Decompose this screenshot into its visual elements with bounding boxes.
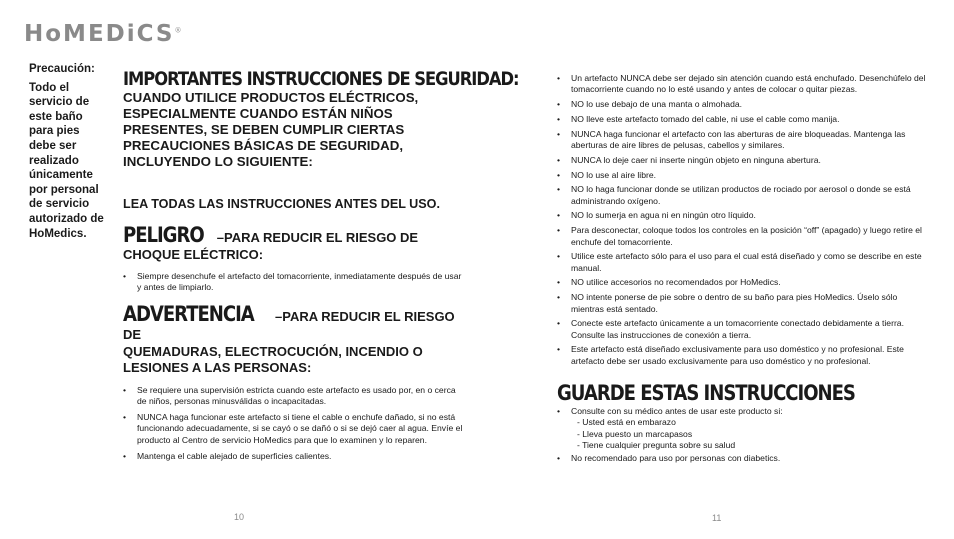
page-number-left: 10: [234, 512, 245, 522]
list-item: • No recomendado para uso por personas con diabetics.: [557, 453, 929, 464]
save-instructions-title: GUARDE ESTAS INSTRUCCIONES: [557, 381, 855, 405]
list-item: • Conecte este artefacto únicamente a un tomacorriente conectado debidamente a tierra. Consulte las instrucciones de conexión a tierra.: [557, 318, 929, 341]
safety-title: IMPORTANTES INSTRUCCIONES DE SEGURIDAD:: [123, 68, 519, 90]
warning-inline: –PARA REDUCIR EL RIESGO DE: [123, 309, 455, 342]
consult-text: • Consulte con su médico antes de usar este producto si:: [571, 406, 783, 416]
danger-inline: –PARA REDUCIR EL RIESGO DE: [216, 230, 419, 245]
safety-instructions-header: [123, 68, 519, 170]
warning-title: ADVERTENCIA: [123, 302, 254, 326]
list-item: • Este artefacto está diseñado exclusivamente para uso doméstico y no profesional. Este artefacto debe ser usado exclusivamente para uso doméstico y no profesional.: [557, 344, 929, 367]
list-item: • NUNCA haga funcionar este artefacto si tiene el cable o enchufe dañado, si no está funcionando adecuadamente, si se cayó o se dañó o si se dejó caer al agua. Envíe el producto al Centro de servicio HoMedics para que lo examinen y lo reparen.: [123, 412, 463, 446]
list-item: • NO utilice accesorios no recomendados por HoMedics.: [557, 277, 929, 288]
safety-subhead: CUANDO UTILICE PRODUCTOS ELÉCTRICOS, ESPECIALMENTE CUANDO ESTÁN NIÑOS PRESENTES, SE DEBEN CUMPLIR CIERTAS PRECAUCIONES BÁSICAS DE SEGURIDAD, INCLUYENDO LO SIGUIENTE:: [123, 90, 419, 169]
caution-title: Precaución:: [29, 63, 95, 75]
list-item: • NO lo haga funcionar donde se utilizan productos de rociado por aerosol o donde se está administrando oxígeno.: [557, 184, 929, 207]
list-item: [557, 406, 929, 451]
list-item: • Un artefacto NUNCA debe ser dejado sin atención cuando está enchufado. Desenchúfelo del tomacorriente cuando no lo esté usando y antes de colocar o quitar piezas.: [557, 73, 929, 96]
danger-cont: CHOQUE ELÉCTRICO:: [123, 247, 264, 262]
list-item: • NUNCA lo deje caer ni inserte ningún objeto en ninguna abertura.: [557, 155, 929, 166]
list-item: • Mantenga el cable alejado de superficies calientes.: [123, 451, 463, 462]
right-column: [557, 73, 929, 371]
warning-cont: QUEMADURAS, ELECTROCUCIÓN, INCENDIO O LESIONES A LAS PERSONAS:: [123, 344, 423, 375]
right-list: [557, 73, 929, 367]
list-item: • NO lo use debajo de una manta o almohada.: [557, 99, 929, 110]
list-item: • NO lleve este artefacto tomado del cable, ni use el cable como manija.: [557, 114, 929, 125]
list-item: • NUNCA haga funcionar el artefacto con las aberturas de aire bloqueadas. Mantenga las aberturas de aire libres de pelusas, cabellos y similares.: [557, 129, 929, 152]
save-instructions-section: [557, 382, 929, 466]
save-instructions-list: [557, 406, 929, 464]
list-item: • Utilice este artefacto sólo para el uso para el cual está diseñado y como se describe en este manual.: [557, 251, 929, 274]
warning-list: [123, 385, 463, 462]
danger-title: PELIGRO: [123, 223, 204, 247]
warning-section: [123, 303, 463, 467]
danger-section: [123, 224, 463, 298]
list-item: • NO intente ponerse de pie sobre o dentro de su baño para pies HoMedics. Úselo sólo mientras está sentado.: [557, 292, 929, 315]
list-item: • Se requiere una supervisión estricta cuando este artefacto es usado por, en o cerca de niños, personas minusválidas o incapacitadas.: [123, 385, 463, 408]
sub-item: - Usted está en embarazo: [577, 417, 676, 428]
list-item: • NO lo sumerja en agua ni en ningún otro líquido.: [557, 210, 929, 221]
list-item: • NO lo use al aire libre.: [557, 170, 929, 181]
list-item: • Siempre desenchufe el artefacto del tomacorriente, inmediatamente después de usar y antes de limpiarlo.: [123, 271, 463, 294]
page-number-right: 11: [712, 513, 722, 523]
list-item: • Para desconectar, coloque todos los controles en la posición “off” (apagado) y luego retire el enchufe del tomacorriente.: [557, 225, 929, 248]
danger-list: [123, 271, 463, 294]
read-all-instructions: LEA TODAS LAS INSTRUCCIONES ANTES DEL USO.: [123, 197, 440, 211]
sub-item: - Lleva puesto un marcapasos: [577, 428, 693, 439]
caution-text: Todo el servicio de este baño para pies debe ser realizado únicamente por personal de servicio autorizado de HoMedics.: [29, 81, 104, 240]
sub-item: - Tiene cualquier pregunta sobre su salud: [577, 439, 736, 450]
caution-note: [29, 62, 109, 241]
homedics-logo: HoMEDiCS®: [24, 21, 182, 47]
